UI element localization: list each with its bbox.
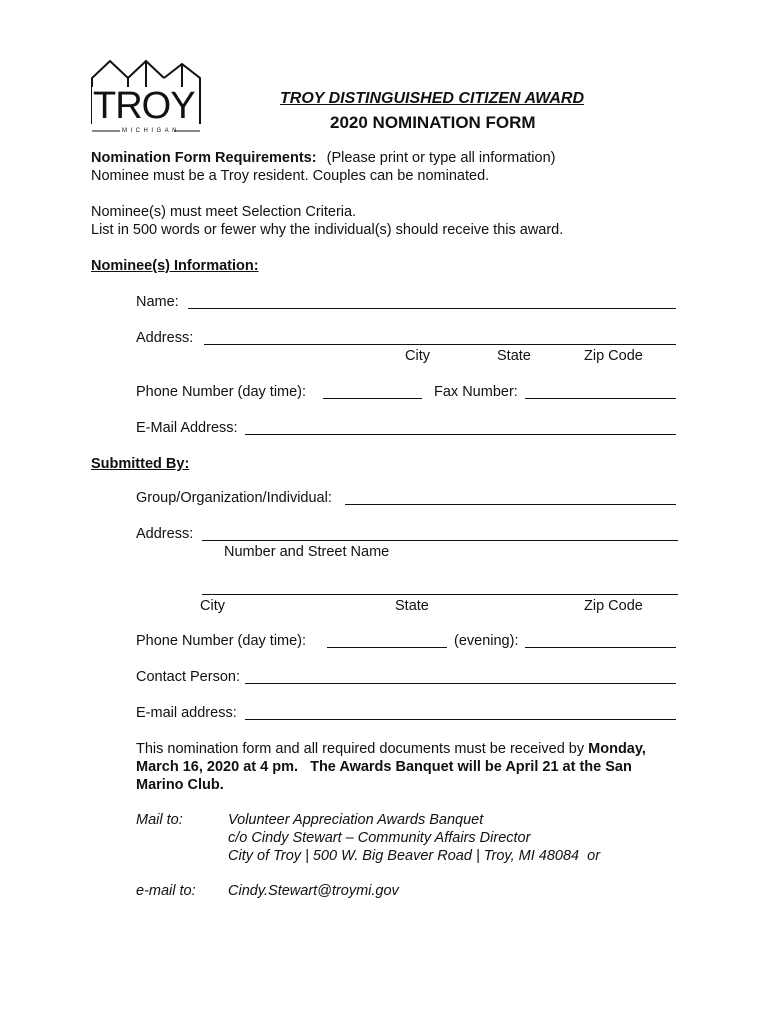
nominee-name-label: Name: xyxy=(136,294,179,310)
deadline-line3: Marino Club. xyxy=(136,777,224,793)
nominee-fax-field[interactable] xyxy=(525,398,676,399)
nominee-city-label: City xyxy=(405,348,430,364)
email-label: e-mail to: xyxy=(136,883,196,899)
deadline-lead: This nomination form and all required documents must be received by xyxy=(136,741,589,757)
nominee-fax-label: Fax Number: xyxy=(434,384,518,400)
submitter-phone-label: Phone Number (day time): xyxy=(136,633,307,649)
submitter-contact-label: Contact Person: xyxy=(136,669,240,685)
nominee-state-label: State xyxy=(497,348,531,364)
requirements-line2: Nominee must be a Troy resident. Couples can be nominated. xyxy=(91,168,490,184)
nominee-email-label: E-Mail Address: xyxy=(136,420,238,436)
nominee-phone-label: Phone Number (day time): xyxy=(136,384,307,400)
nominee-zip-label: Zip Code xyxy=(584,348,643,364)
nominee-name-field[interactable] xyxy=(188,308,676,309)
deadline-day: Monday, xyxy=(588,741,646,757)
submitter-heading: Submitted By: xyxy=(91,456,190,472)
mail-line2: c/o Cindy Stewart – Community Affairs Director xyxy=(228,830,531,846)
submitter-street-label: Number and Street Name xyxy=(224,544,390,560)
deadline-line1 xyxy=(136,741,646,757)
mail-line3: City of Troy | 500 W. Big Beaver Road | Troy, MI 48084 or xyxy=(228,848,601,864)
submitter-address-field[interactable] xyxy=(202,540,678,541)
mail-label: Mail to: xyxy=(136,812,183,828)
requirements-line4: List in 500 words or fewer why the individual(s) should receive this award. xyxy=(91,222,564,238)
requirements-note: (Please print or type all information) xyxy=(326,150,556,166)
submitter-email-label: E-mail address: xyxy=(136,705,237,721)
nominee-phone-field[interactable] xyxy=(323,398,422,399)
nominee-email-field[interactable] xyxy=(245,434,676,435)
email-address-link[interactable]: Cindy.Stewart@troymi.gov xyxy=(228,883,399,899)
submitter-phone-field[interactable] xyxy=(327,647,447,648)
nominee-address-field[interactable] xyxy=(204,344,676,345)
submitter-email-field[interactable] xyxy=(245,719,676,720)
submitter-city-field[interactable] xyxy=(202,594,678,595)
logo-wordmark: TROY xyxy=(93,85,195,127)
deadline-line2: March 16, 2020 at 4 pm. The Awards Banquet will be April 21 at the San xyxy=(136,759,632,775)
submitter-evening-field[interactable] xyxy=(525,647,676,648)
page-subtitle: 2020 NOMINATION FORM xyxy=(330,113,536,132)
submitter-group-label: Group/Organization/Individual: xyxy=(136,490,332,506)
page-title: TROY DISTINGUISHED CITIZEN AWARD xyxy=(280,90,585,107)
logo-subtext: MICHIGAN xyxy=(122,128,180,134)
submitter-state-label: State xyxy=(395,598,429,614)
nominee-address-label: Address: xyxy=(136,330,194,346)
submitter-group-field[interactable] xyxy=(345,504,676,505)
troy-logo xyxy=(88,58,206,138)
submitter-city-label: City xyxy=(200,598,225,614)
mail-line1: Volunteer Appreciation Awards Banquet xyxy=(228,812,484,828)
submitter-contact-field[interactable] xyxy=(245,683,676,684)
nominee-heading: Nominee(s) Information: xyxy=(91,258,259,274)
submitter-evening-label: (evening): xyxy=(454,633,519,649)
submitter-zip-label: Zip Code xyxy=(584,598,643,614)
submitter-address-label: Address: xyxy=(136,526,194,542)
requirements-line1 xyxy=(91,150,556,166)
requirements-heading: Nomination Form Requirements: xyxy=(91,150,317,166)
requirements-line3: Nominee(s) must meet Selection Criteria. xyxy=(91,204,357,220)
